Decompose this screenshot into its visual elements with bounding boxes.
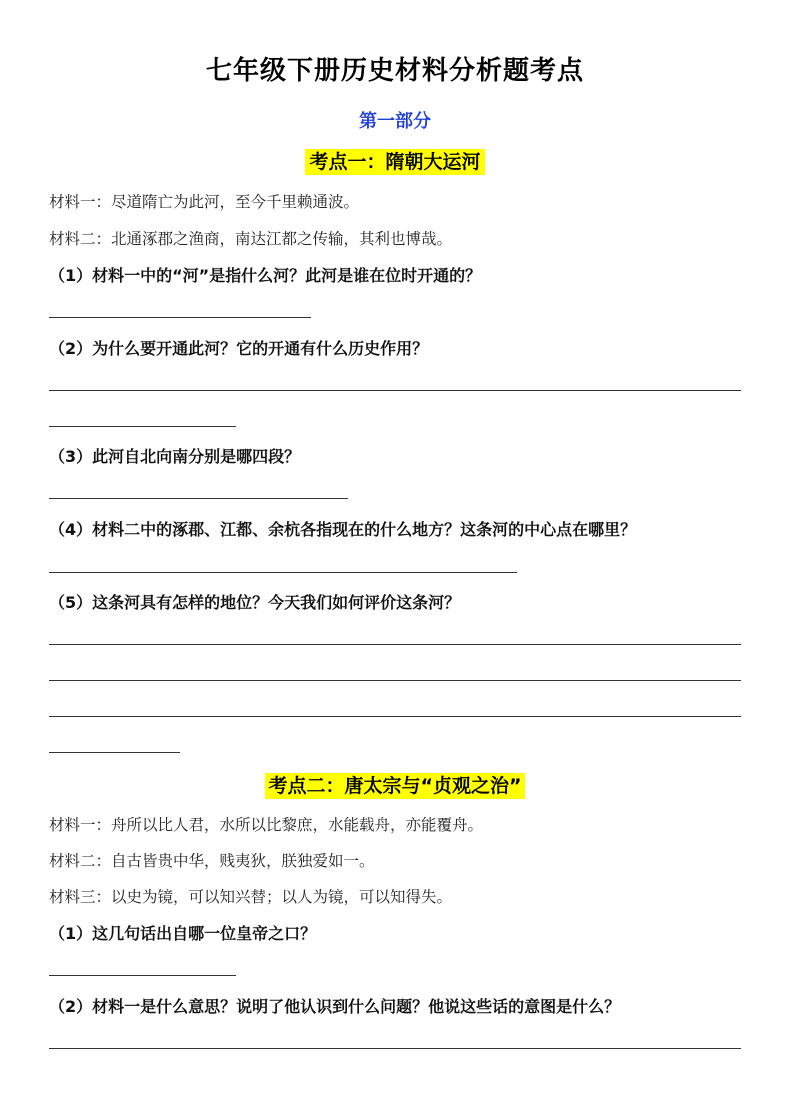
section-heading-1	[0, 147, 790, 174]
answer-line[interactable]	[49, 1048, 741, 1049]
material-2-3: 材料三：以史为镜，可以知兴替；以人为镜，可以知得失。	[49, 888, 453, 906]
section-heading-2	[0, 771, 790, 798]
answer-line[interactable]	[49, 644, 741, 645]
answer-line[interactable]	[49, 426, 236, 427]
question-1-5: （5）这条河具有怎样的地位？今天我们如何评价这条河？	[49, 593, 461, 612]
section-heading-2-text: 考点二：唐太宗与“贞观之治”	[265, 773, 526, 799]
section-heading-1-text: 考点一：隋朝大运河	[305, 149, 484, 175]
material-2-2: 材料二：自古皆贵中华，贱夷狄，朕独爱如一。	[49, 852, 375, 870]
answer-line[interactable]	[49, 716, 741, 717]
question-1-4: （4）材料二中的涿郡、江都、余杭各指现在的什么地方？这条河的中心点在哪里？	[49, 520, 637, 539]
question-2-2: （2）材料一是什么意思？说明了他认识到什么问题？他说这些话的意图是什么？	[49, 997, 621, 1016]
answer-line[interactable]	[49, 572, 517, 573]
material-1-2: 材料二：北通涿郡之渔商，南达江都之传输，其利也博哉。	[49, 230, 453, 248]
material-1-1: 材料一：尽道隋亡为此河，至今千里赖通波。	[49, 193, 360, 211]
answer-line[interactable]	[49, 390, 741, 391]
question-1-2: （2）为什么要开通此河？它的开通有什么历史作用？	[49, 339, 429, 358]
answer-line[interactable]	[49, 975, 236, 976]
answer-line[interactable]	[49, 680, 741, 681]
material-2-1: 材料一：舟所以比人君，水所以比黎庶，水能载舟，亦能覆舟。	[49, 816, 484, 834]
answer-line[interactable]	[49, 317, 311, 318]
page-title: 七年级下册历史材料分析题考点	[205, 56, 584, 86]
answer-line[interactable]	[49, 498, 348, 499]
question-2-1: （1）这几句话出自哪一位皇帝之口？	[49, 924, 317, 943]
part-label: 第一部分	[359, 111, 431, 132]
answer-line[interactable]	[49, 752, 180, 753]
question-1-3: （3）此河自北向南分别是哪四段？	[49, 447, 301, 466]
question-1-1: （1）材料一中的“河”是指什么河？此河是谁在位时开通的？	[49, 266, 482, 285]
